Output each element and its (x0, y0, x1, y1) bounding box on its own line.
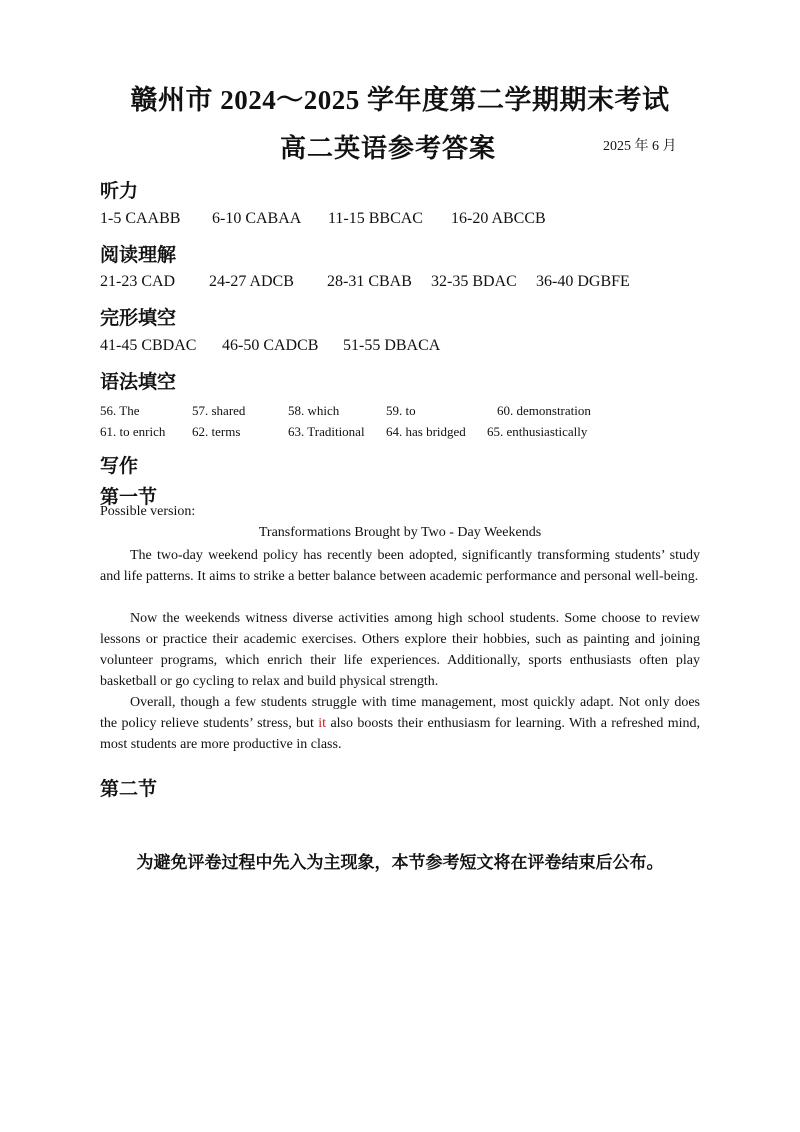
grammar-answer: 58. which (288, 403, 340, 418)
essay-paragraph-1: The two-day weekend policy has recently been adopted, significantly transforming students’ study and life patterns. It aims to strike a better balance between academic performance and personal well-being. (100, 548, 700, 584)
page-title: 赣州市 2024～2025 学年度第二学期期末考试 (130, 85, 670, 115)
section2-heading: 第二节 (100, 779, 158, 800)
grammar-answer: 57. shared (192, 403, 246, 418)
answer-group: 41-45 CBDAC (100, 337, 197, 354)
grammar-answer: 59. to (386, 403, 416, 418)
listening-heading: 听力 (100, 181, 139, 202)
section2-notice: 为避免评卷过程中先入为主现象，本节参考短文将在评卷结束后公布。 (136, 853, 664, 872)
answer-group: 1-5 CAABB (100, 210, 181, 227)
essay-text: also boosts their enthusiasm for learning. With a refreshed mind, most students are more productive in class. (100, 716, 701, 752)
answer-group: 6-10 CABAA (212, 210, 302, 227)
answer-group: 24-27 ADCB (209, 273, 294, 290)
highlighted-word: it (318, 716, 327, 731)
grammar-answer: 60. demonstration (497, 403, 591, 418)
grammar-answer: 62. terms (192, 424, 241, 439)
writing-heading: 写作 (100, 456, 139, 477)
answer-group: 51-55 DBACA (343, 337, 441, 354)
grammar-answer: 64. has bridged (386, 424, 466, 439)
answer-group: 32-35 BDAC (431, 273, 517, 290)
grammar-answer: 65. enthusiastically (487, 424, 588, 439)
possible-version-label: Possible version: (100, 504, 196, 519)
grammar-answer: 63. Traditional (288, 424, 365, 439)
exam-date: 2025 年 6 月 (603, 139, 677, 154)
answer-group: 11-15 BBCAC (328, 210, 423, 227)
essay-paragraph-3 (100, 692, 700, 755)
answer-group: 46-50 CADCB (222, 337, 319, 354)
answer-group: 28-31 CBAB (327, 273, 412, 290)
grammar-answer: 56. The (100, 403, 140, 418)
grammar-answer: 61. to enrich (100, 424, 166, 439)
essay-paragraph-2: Now the weekends witness diverse activities among high school students. Some choose to review lessons or practice their academic exercises. Others explore their hobbies, such as painting and joining volunteer programs, which enrich their life experiences. Additionally, sports enthusiasts often play basketball or go cycling to relax and build physical strength. (100, 611, 700, 689)
answer-group: 16-20 ABCCB (451, 210, 546, 227)
answer-group: 36-40 DGBFE (536, 273, 630, 290)
answer-group: 21-23 CAD (100, 273, 176, 290)
page-subtitle: 高二英语参考答案 (280, 134, 497, 163)
essay-text: Overall, though a few students struggle with time management, most quickly adapt. Not only does the policy relieve students’ stress, but (100, 695, 700, 731)
grammar-heading: 语法填空 (100, 372, 177, 393)
section1-heading: 第一节 (100, 487, 158, 508)
cloze-heading: 完形填空 (100, 308, 177, 329)
essay-title: Transformations Brought by Two - Day Weekends (258, 525, 542, 540)
reading-heading: 阅读理解 (100, 245, 177, 266)
